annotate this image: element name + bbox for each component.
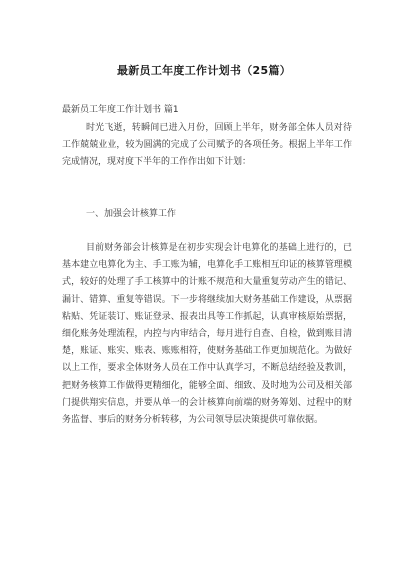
document-title: 最新员工年度工作计划书（25篇） (116, 64, 292, 77)
section-heading: 一、加强会计核算工作 (86, 209, 177, 219)
body-paragraph: 目前财务部会计核算是在初步实现会计电算化的基础上进行的，已基本建立电算化为主、手工账为辅，电算化手工账相互印证的核算管理模式，较好的处理了手工核算中的计账不规范和大量重复劳动产生的错记、漏计、错算、重复等错误。下一步将继续加大财务基础工作建设，从票据粘贴、凭证装订、账证登录、报表出具等工作抓起，认真审核原始票据，细化账务处理流程，内控与内审结合，每月进行自查、自检，做到账目清楚，账证、账实、账表、账账相符，使财务基础工作更加规范化。为做好以上工作，要求全体财务人员在工作中认真学习，不断总结经验及教训，把财务核算工作做得更精细化，能够全面、细致、及时地为公司及相关部门提供翔实信息，并要从单一的会计核算向前端的财务筹划、过程中的财务监督、事后的财务分析转移，为公司领导层决策提供可靠依据。 (62, 243, 352, 426)
document-subtitle: 最新员工年度工作计划书 篇1 (62, 105, 179, 115)
intro-paragraph: 时光飞逝，转瞬间已进入月份，回顾上半年，财务部全体人员对待工作兢兢业业，较为圆满的完成了公司赋予的各项任务。根据上半年工作完成情况，现对度下半年的工作作出如下计划： (62, 123, 352, 168)
